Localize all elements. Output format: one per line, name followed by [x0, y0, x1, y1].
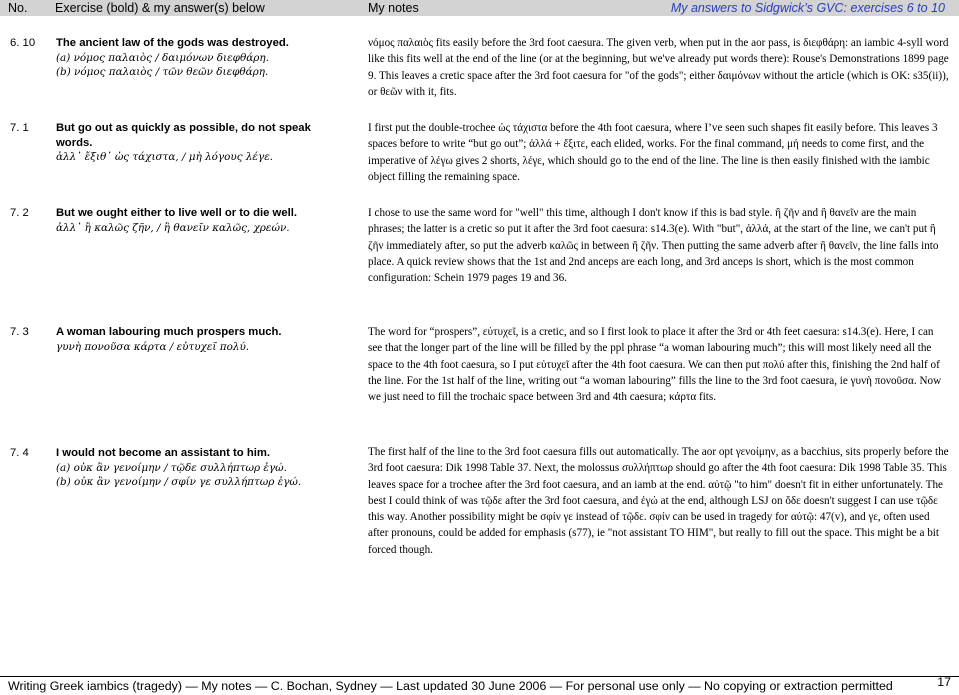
exercise-title: I would not become an assistant to him.: [56, 447, 271, 459]
header-exercise: Exercise (bold) & my answer(s) below: [55, 1, 265, 15]
exercise-number: 7. 3: [10, 326, 29, 338]
exercise-title: But go out as quickly as possible, do not speak words.: [56, 122, 311, 149]
exercise-number: 7. 4: [10, 447, 29, 459]
header-right-title: My answers to Sidgwick’s GVC: exercises 6 to 10: [670, 1, 945, 15]
notes-text: I first put the double-trochee ὡς τάχιστα before the 4th foot caesura, where I’ve seen such shapes fit easily before. This leaves 3 spaces before to write “but go out”; ἀλλά + ἔξιτε, each elided, works. For the final command, μή needs to come first, and the imperative of λέγω gives 2 shorts, λέγε, which should go to the end of the line. The line is then easily finished with the iambic object filling the remaining space.: [368, 122, 938, 183]
notes-text: I chose to use the same word for "well" this time, although I don't know if this is bad style. ἢ ζῆν and ἢ θανεῖν are the main phrases; the latter is a cretic so put it after the 3rd foot caesura: s14.3(e). With "but", ἀλλά, at the start of the line, we can't put ἢ ζῆν immediately after, so put the adverb καλῶς in between ἢ ζῆν. Then putting the same adverb after ἢ θανεῖν, the line falls into place. A quick review shows that the 1st and 2nd anceps are each long, and 3rd anceps is short, which is the most common configuration: Schein 1979 pages 19 and 36.: [368, 207, 939, 285]
answer-line: ἀλλ᾽ ἔξιθ᾽ ὡς τάχιστα, / μὴ λόγους λέγε.: [56, 151, 274, 164]
exercise-title: A woman labouring much prospers much.: [56, 326, 282, 338]
answer-line: (a) νόμος παλαιὸς / δαιμόνων διεφθάρη.: [56, 51, 269, 64]
footer-text: Writing Greek iambics (tragedy) — My notes — C. Bochan, Sydney — Last updated 30 June 2006 — For personal use only — No copying or extraction permitted: [8, 679, 893, 693]
header-notes: My notes: [368, 1, 419, 15]
exercise-number: 7. 1: [10, 122, 29, 134]
exercise-item-6-10: [10, 36, 335, 80]
exercise-item-7-1: [10, 121, 335, 165]
exercise-item-7-2: [10, 206, 335, 235]
answer-line: (b) οὐκ ἂν γενοίμην / σφίν γε συλλήπτωρ ἐγώ.: [56, 476, 302, 489]
exercise-number: 6. 10: [10, 37, 36, 49]
notes-7-3: [368, 324, 950, 405]
notes-text: The first half of the line to the 3rd foot caesura fills out automatically. The aor opt γενοίμην, as a bacchius, sits properly before the 3rd foot caesura: Dik 1998 Table 37. Next, the molossus συλλήπτωρ should go after the 4th foot caesura: Dik 1998 Table 35. This leaves space for a trochee after the 3rd foot caesura, and an iamb at the end. αὐτῷ "to him" doesn't fit in either unfortunately. The best I could think of was τῷδε after the 3rd foot caesura, and ἐγώ at the end, although LSJ on ὅδε doesn't suggest I can use τῷδε this way. Another possibility might be σφίν γε instead of τῷδε. σφίν can be used in tragedy for αὐτῷ: 47(v), and γε, often used after pronouns, could be added for emphasis (s77), ie "not assistant TO HIM", but really to fill out the space. This might be a bit forced though.: [368, 446, 949, 556]
notes-text: The word for “prospers”, εὐτυχεῖ, is a cretic, and so I first look to place it after the 3rd or 4th feet caesura: s14.3(e). Here, I can see that the longer part of the line will be filled by the ppl phrase “a woman labouring much”; this will most likely need all the space to the 4th foot caesura, so I put εὐτυχεῖ after the 4th foot caesura. We can then put πολύ after this, finishing the 2nd half of the line. For the 1st half of the line, writing out “a woman labouring” fills the line to the 3rd foot caesura, ie γυνὴ πονοῦσα. Now we just need to fill the trochaic space between 3rd and 4th caesura; κάρτα fits.: [368, 326, 942, 404]
table-header: [0, 0, 959, 16]
exercise-item-7-3: [10, 325, 335, 354]
answer-line: (b) νόμος παλαιὸς / τῶν θεῶν διεφθάρη.: [56, 66, 269, 79]
exercise-title: But we ought either to live well or to die well.: [56, 207, 298, 219]
answer-line: (a) οὐκ ἂν γενοίμην / τῷδε συλλήπτωρ ἐγώ.: [56, 461, 287, 474]
exercise-title: The ancient law of the gods was destroyed.: [56, 37, 289, 49]
answer-line: ἀλλ᾽ ἢ καλῶς ζῆν, / ἢ θανεῖν καλῶς, χρεών.: [56, 221, 290, 234]
exercise-item-7-4: [10, 446, 335, 490]
notes-7-2: [368, 205, 950, 286]
notes-7-4: [368, 444, 950, 558]
notes-6-10: [368, 35, 950, 100]
exercise-number: 7. 2: [10, 207, 29, 219]
page-number: 17: [937, 675, 951, 689]
notes-text: νόμος παλαιὸς fits easily before the 3rd foot caesura. The given verb, when put in the aor pass, is διεφθάρη: an iambic 4-syll word like this fits well at the end of the line (or at the beginning, but we've already put words there): Rouse's Demonstrations 1899 page 9. This leaves a cretic space after the 3rd foot caesura for "of the gods"; either δαιμόνων without the article (which is OK: s35(ii)), or θεῶν with it, fits.: [368, 37, 949, 98]
header-no: No.: [8, 1, 28, 15]
notes-7-1: [368, 120, 950, 185]
page-footer: [0, 676, 959, 695]
answer-line: γυνὴ πονοῦσα κάρτα / εὐτυχεῖ πολύ.: [56, 340, 250, 353]
